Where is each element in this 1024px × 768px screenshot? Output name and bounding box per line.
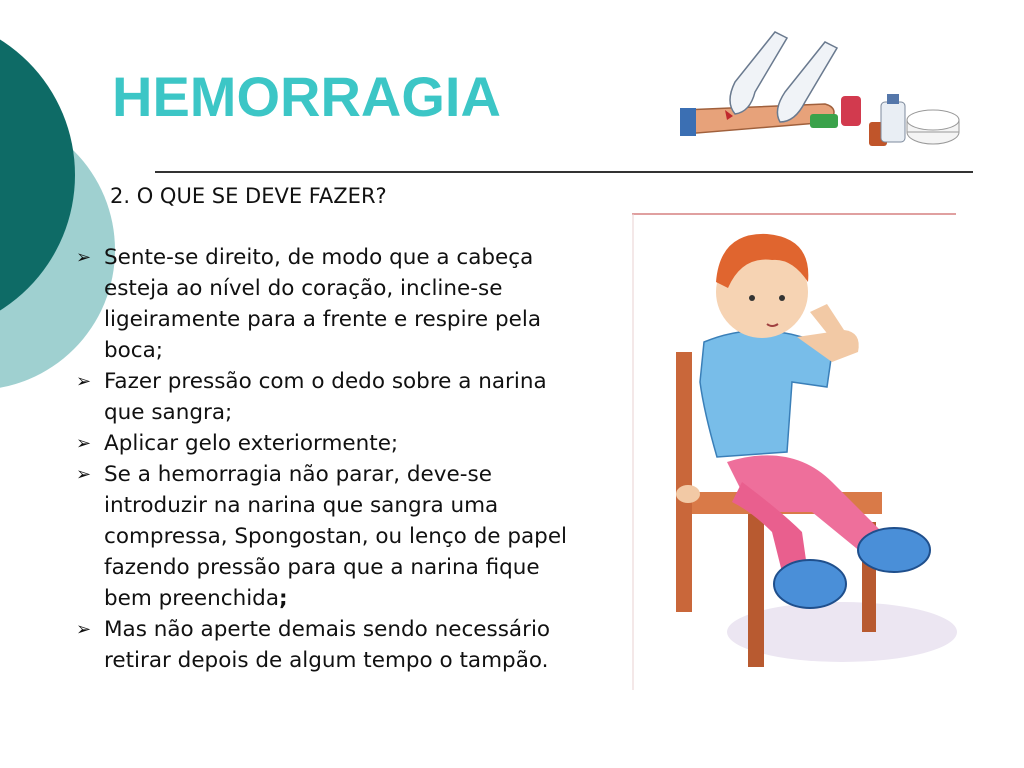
list-item [76, 459, 586, 614]
boy-nosebleed-illustration [632, 212, 962, 692]
section-subtitle: 2. O QUE SE DEVE FAZER? [110, 184, 387, 208]
arrow-bullet-icon: ➢ [76, 464, 92, 485]
list-item [76, 428, 586, 459]
title-divider [155, 171, 973, 173]
list-item-text: Aplicar gelo exteriormente; [104, 431, 399, 456]
list-item [76, 242, 586, 366]
list-item-text: Fazer pressão com o dedo sobre a narina que sangra; [104, 369, 547, 425]
arrow-bullet-icon: ➢ [76, 619, 92, 640]
first-aid-illustration [655, 22, 967, 162]
list-item-text: Se a hemorragia não parar, deve-se introduzir na narina que sangra uma compressa, Spongostan, ou lenço de papel fazendo pressão para que a narina fique bem preenchida [104, 462, 568, 611]
list-item [76, 366, 586, 428]
arrow-bullet-icon: ➢ [76, 433, 92, 454]
list-item-text: Sente-se direito, de modo que a cabeça esteja ao nível do coração, incline-se ligeiramente para a frente e respire pela boca; [104, 245, 541, 363]
list-item-text: Mas não aperte demais sendo necessário retirar depois de algum tempo o tampão. [104, 617, 551, 673]
slide-title: HEMORRAGIA [112, 65, 501, 128]
list-item [76, 614, 586, 676]
bold-semicolon: ; [279, 586, 288, 611]
arrow-bullet-icon: ➢ [76, 247, 92, 268]
arrow-bullet-icon: ➢ [76, 371, 92, 392]
instruction-list [76, 242, 586, 676]
